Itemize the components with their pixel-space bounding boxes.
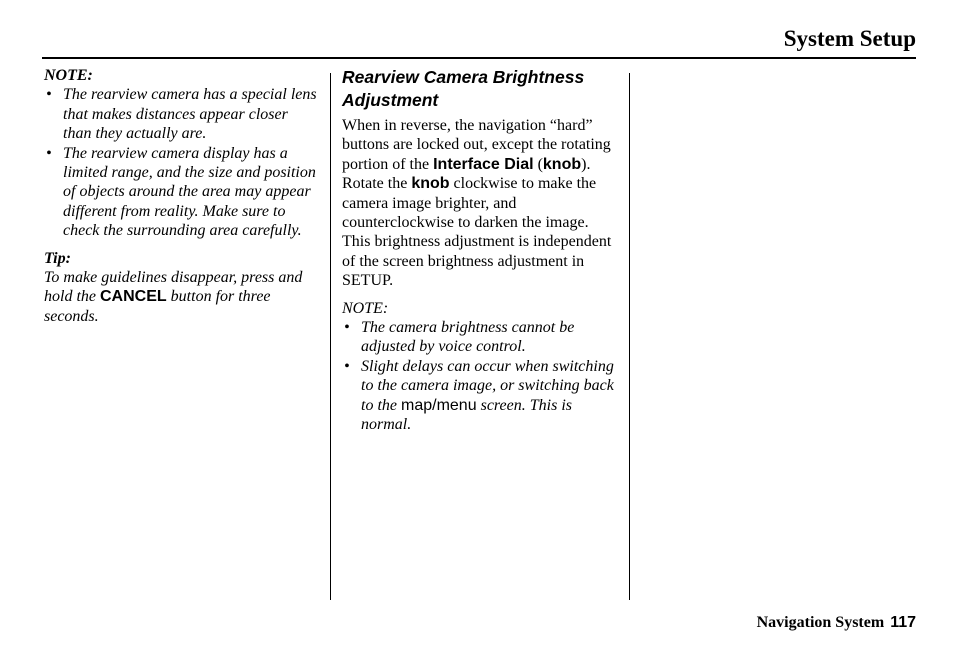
section-heading: Rearview Camera Brightness Adjustment bbox=[342, 67, 585, 110]
map-menu-label: map/menu bbox=[401, 396, 477, 414]
column-divider-1 bbox=[330, 73, 331, 600]
left-column bbox=[44, 66, 320, 326]
note-list-2 bbox=[342, 318, 618, 434]
interface-dial-label: Interface Dial bbox=[433, 155, 534, 173]
tip-label: Tip: bbox=[44, 249, 71, 267]
note2-bullet-2: • Slight delays can occur when switching to the camera image, or switching back to the map/menu screen. This is normal. bbox=[344, 357, 614, 434]
body-paragraph: When in reverse, the navigation “hard” buttons are locked out, except the rotating portion of the Interface Dial (knob). Rotate the knob clockwise to make the camera image brighter, and counterclockwise to darken the image. This brightness adjustment is independent of the screen brightness adjustment in SETUP. bbox=[342, 117, 612, 290]
bullet-icon: • bbox=[46, 144, 52, 162]
page-number: 117 bbox=[890, 614, 916, 631]
page-footer bbox=[757, 614, 916, 632]
knob-label-2: knob bbox=[411, 175, 450, 193]
note-bullet-2: • The rearview camera display has a limited range, and the size and position of objects around the area may appear different from reality. Make sure to check the surrounding area carefully. bbox=[46, 144, 316, 240]
tip-text: To make guidelines disappear, press and hold the CANCEL button for three seconds. bbox=[44, 269, 303, 325]
bullet-icon: • bbox=[344, 319, 350, 337]
note-list bbox=[44, 85, 320, 240]
bullet-icon: • bbox=[46, 86, 52, 104]
column-divider-2 bbox=[629, 73, 630, 600]
note-label-2: NOTE: bbox=[342, 299, 389, 317]
bullet-icon: • bbox=[344, 357, 350, 375]
header-rule bbox=[42, 57, 916, 59]
page-header-title: System Setup bbox=[783, 26, 916, 51]
note-bullet-1: • The rearview camera has a special lens that makes distances appear closer than they actually are. bbox=[46, 86, 317, 143]
middle-column bbox=[342, 66, 618, 435]
note2-bullet-1: • The camera brightness cannot be adjusted by voice control. bbox=[344, 319, 575, 356]
note-label: NOTE: bbox=[44, 67, 93, 84]
knob-label: knob bbox=[542, 155, 582, 173]
footer-section: Navigation System bbox=[756, 614, 885, 631]
cancel-button-label: CANCEL bbox=[100, 288, 167, 306]
